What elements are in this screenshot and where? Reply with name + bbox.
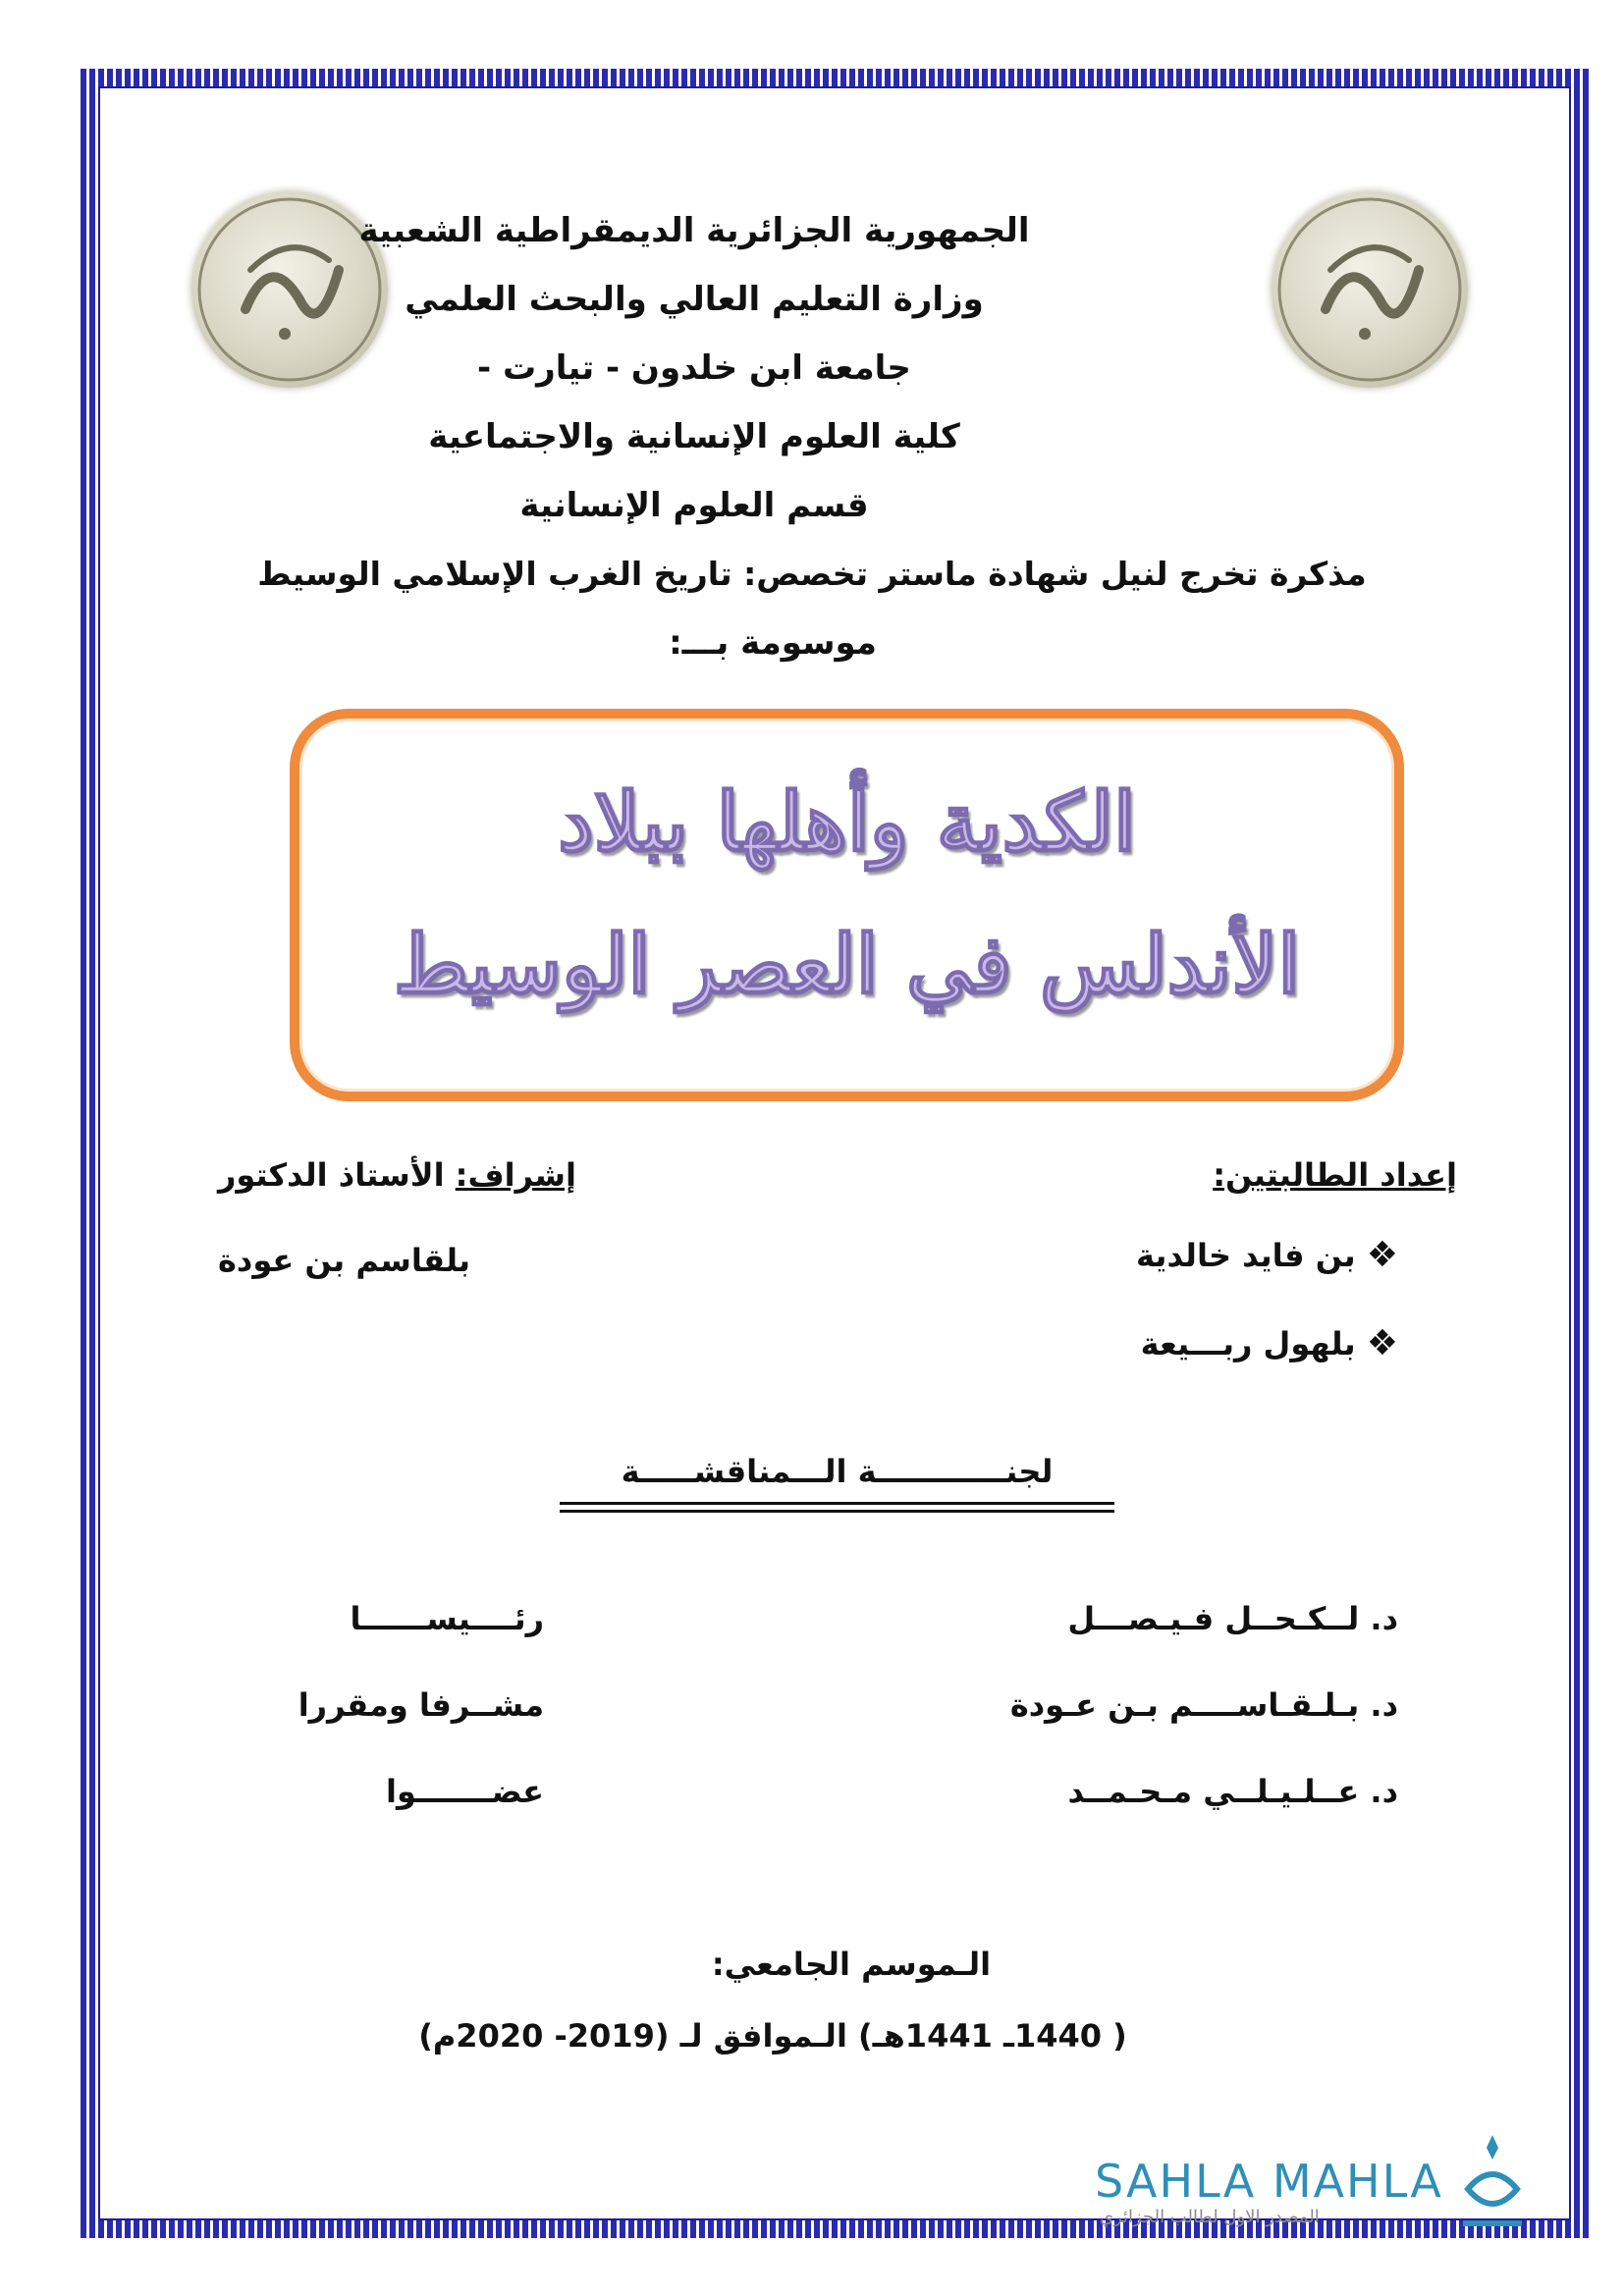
students-label: إعداد الطالبتين: (1213, 1156, 1457, 1194)
academic-season-value: ( 1440ـ 1441هـ) الـموافق لـ (2019- 2020م) (418, 2017, 1127, 2055)
committee-member-1-role: رئــــيســــــا (350, 1600, 544, 1637)
supervisor-title: الأستاذ الدكتور (218, 1156, 445, 1194)
committee-underline-2 (560, 1510, 1114, 1513)
thesis-title-line-2: الأندلس في العصر الوسيط (393, 918, 1301, 1012)
thesis-title-line-1: الكدية وأهلها ببلاد (558, 775, 1136, 870)
committee-underline-1 (560, 1502, 1114, 1505)
sahla-mahla-logo-text: SAHLA MAHLA (1095, 2155, 1443, 2208)
student-name-2: ❖ بلهول ربـــيعة (1140, 1323, 1398, 1363)
committee-member-3-name: د. عــلـيـلــي مـحـمــد (1067, 1773, 1398, 1810)
header-republic: الجمهورية الجزائرية الديمقراطية الشعبية (358, 211, 1030, 250)
academic-season-label: الـموسم الجامعي: (711, 1946, 992, 1983)
sahla-mahla-logo-icon (1453, 2130, 1532, 2242)
committee-member-2-name: د. بـلـقـاســــم بـن عـودة (1009, 1686, 1398, 1724)
supervisor-block (218, 1156, 576, 1194)
student-name-1: ❖ بن فايد خالدية (1136, 1235, 1398, 1275)
header-department: قسم العلوم الإنسانية (519, 486, 869, 525)
title-frame (290, 709, 1404, 1101)
committee-heading: لجنــــــــــــة الـــمناقشـــــة (621, 1453, 1054, 1490)
header-titled: موسومة بـــ: (669, 623, 877, 663)
committee-member-1-name: د. لــكـحــل فـيـصـــل (1067, 1600, 1398, 1637)
diamond-bullet-icon: ❖ (1366, 1323, 1398, 1363)
committee-member-2-role: مشــرفا ومقررا (298, 1686, 544, 1724)
supervisor-name: بلقاسم بن عودة (218, 1242, 471, 1279)
diamond-bullet-icon: ❖ (1366, 1235, 1398, 1275)
committee-member-3-role: عضـــــــوا (386, 1773, 544, 1810)
header-faculty: كلية العلوم الإنسانية والاجتماعية (428, 417, 960, 456)
supervisor-label: إشراف: (455, 1156, 576, 1194)
header-university: جامعة ابن خلدون - تيارت - (477, 348, 911, 388)
header-ministry: وزارة التعليم العالي والبحث العلمي (405, 280, 984, 319)
header-thesis-description: مذكرة تخرج لنيل شهادة ماستر تخصص: تاريخ الغرب الإسلامي الوسيط (257, 555, 1367, 593)
sahla-mahla-tagline: المصدر الاول لطالب الجزائري (1100, 2207, 1320, 2227)
page-border-frame (81, 69, 1589, 2238)
